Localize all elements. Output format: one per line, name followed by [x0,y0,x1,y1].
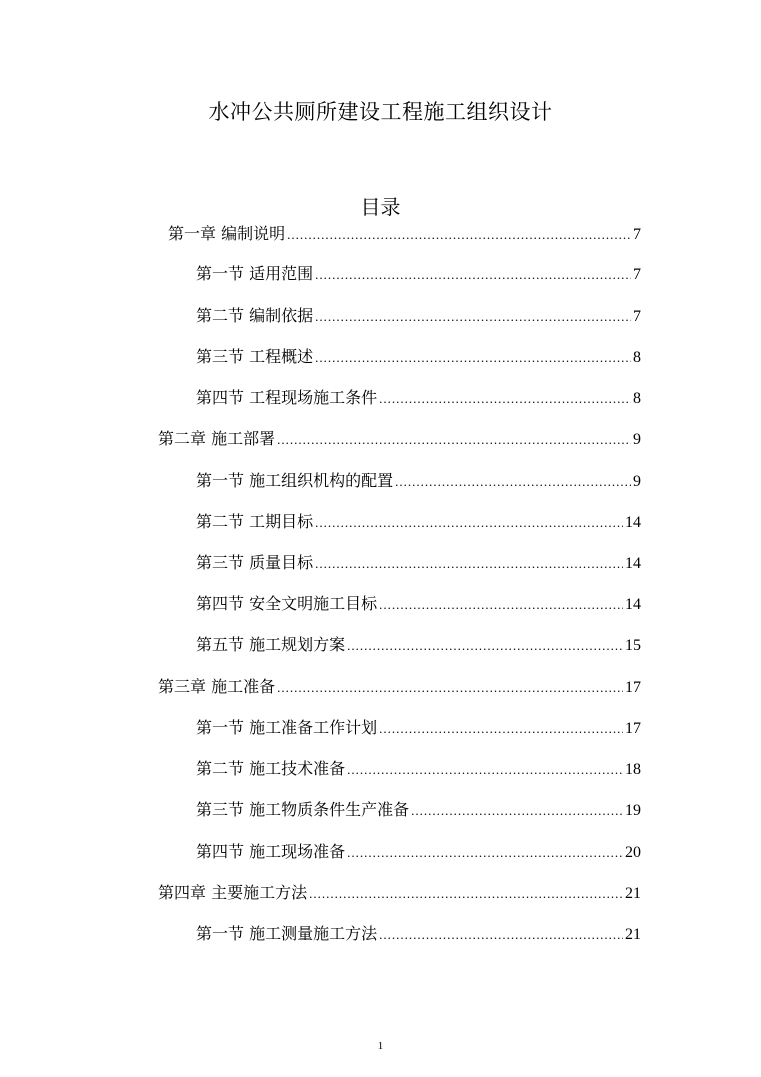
toc-entry-page: 7 [633,308,641,325]
toc-dot-leader [277,678,623,698]
toc-section[interactable] [196,924,641,945]
toc-entry-page: 8 [633,390,641,407]
toc-entry-title: 第一节 施工组织机构的配置 [196,471,394,490]
toc-section[interactable] [196,471,641,492]
toc-section[interactable] [196,842,641,863]
toc-dot-leader [379,595,623,615]
toc-entry-page: 14 [625,555,641,572]
toc-chapter-3[interactable] [158,677,641,698]
toc-entry-title: 第四章 主要施工方法 [158,883,308,902]
toc-entry-page: 14 [625,596,641,613]
toc-section[interactable] [196,553,641,574]
toc-entry-page: 9 [633,431,641,448]
toc-entry-page: 8 [633,349,641,366]
toc-entry-page: 17 [625,720,641,737]
toc-entry-page: 21 [625,926,641,943]
toc-entry-page: 7 [633,266,641,283]
page-number: 1 [377,1040,384,1052]
toc-chapter-2[interactable] [158,429,641,450]
toc-entry-page: 18 [625,761,641,778]
toc-chapter-4[interactable] [158,883,641,904]
document-title: 水冲公共厕所建设工程施工组织设计 [208,100,553,124]
toc-entry-title: 第二节 工期目标 [196,512,314,531]
toc-entry-page: 20 [625,844,641,861]
toc-entry-title: 第四节 安全文明施工目标 [196,594,378,613]
toc-section[interactable] [196,594,641,615]
toc-entry-title: 第二节 编制依据 [196,306,314,325]
toc-entry-title: 第二节 施工技术准备 [196,759,346,778]
toc-dot-leader [347,843,623,863]
toc-dot-leader [379,925,623,945]
toc-dot-leader [379,719,623,739]
toc-section[interactable] [196,347,641,368]
toc-entry-title: 第一节 施工准备工作计划 [196,718,378,737]
toc-entry-title: 第二章 施工部署 [158,429,276,448]
toc-chapter-1[interactable] [168,224,641,245]
toc-dot-leader [287,225,631,245]
toc-dot-leader [395,472,631,492]
toc-section[interactable] [196,512,641,533]
toc-dot-leader [315,307,631,327]
toc-dot-leader [315,513,623,533]
toc-entry-title: 第三节 质量目标 [196,553,314,572]
toc-entry-page: 15 [625,637,641,654]
toc-entry-page: 19 [625,802,641,819]
toc-entry-title: 第三节 施工物质条件生产准备 [196,800,410,819]
toc-entry-page: 7 [633,226,641,243]
toc-dot-leader [315,265,631,285]
toc-section[interactable] [196,264,641,285]
toc-section[interactable] [196,718,641,739]
toc-entry-title: 第一章 编制说明 [168,224,286,243]
toc-dot-leader [411,801,623,821]
toc-entry-title: 第三章 施工准备 [158,677,276,696]
toc-dot-leader [379,389,631,409]
toc-entry-page: 14 [625,514,641,531]
toc-entry-title: 第一节 适用范围 [196,264,314,283]
toc-entry-page: 17 [625,679,641,696]
toc-section[interactable] [196,800,641,821]
toc-entry-page: 9 [633,473,641,490]
toc-dot-leader [315,348,631,368]
toc-dot-leader [315,554,623,574]
toc-entry-title: 第五节 施工规划方案 [196,635,346,654]
toc-entry-title: 第四节 工程现场施工条件 [196,388,378,407]
toc-section[interactable] [196,635,641,656]
toc-section[interactable] [196,388,641,409]
toc-entry-page: 21 [625,885,641,902]
toc-entry-title: 第一节 施工测量施工方法 [196,924,378,943]
toc-dot-leader [309,884,623,904]
toc-dot-leader [347,636,623,656]
toc-section[interactable] [196,306,641,327]
toc-entry-title: 第三节 工程概述 [196,347,314,366]
toc-entry-title: 第四节 施工现场准备 [196,842,346,861]
toc-heading: 目录 [360,195,401,219]
toc-dot-leader [277,430,631,450]
toc-section[interactable] [196,759,641,780]
toc-dot-leader [347,760,623,780]
